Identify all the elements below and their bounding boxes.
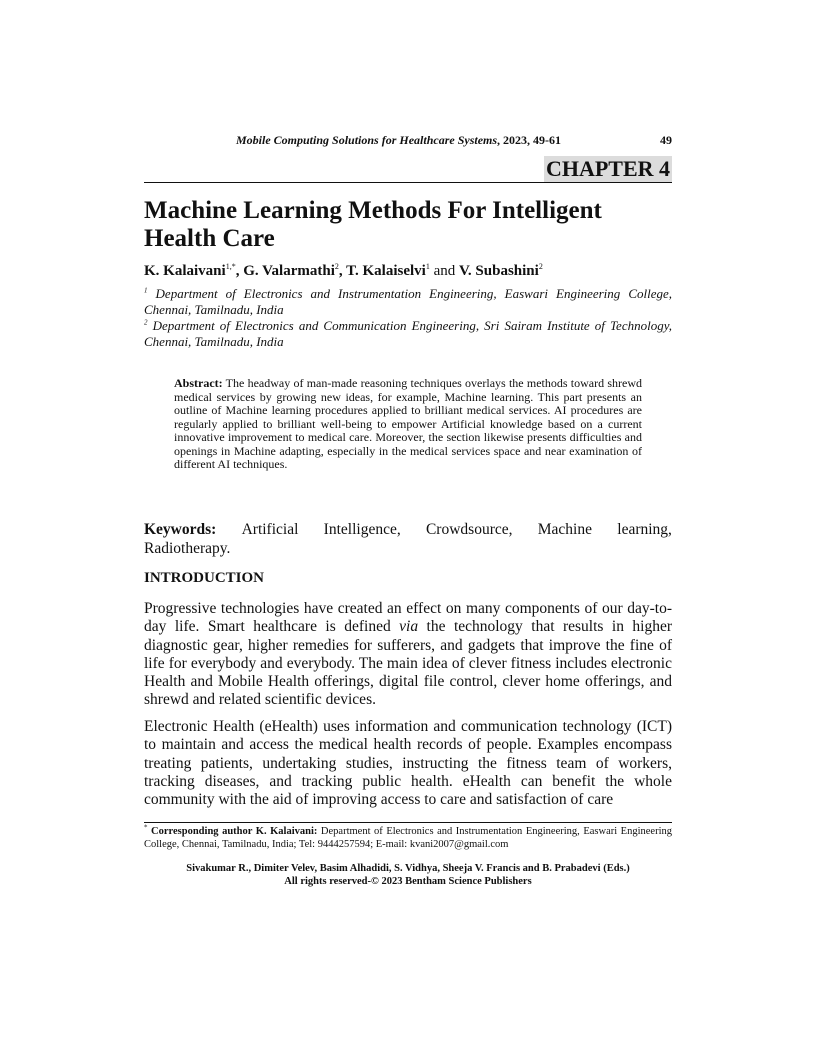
keyword: Artificial [241, 521, 299, 538]
body-paragraph [144, 600, 672, 710]
keyword: Machine [537, 521, 592, 538]
paragraph-italic: via [399, 618, 419, 636]
paragraph-text: Progressive technologies have created an effect on many components of our day-to-day life. Smart healthcare is defined [144, 600, 672, 636]
keyword: Crowdsource, [425, 521, 513, 538]
editors-line: Sivakumar R., Dimiter Velev, Basim Alhadidi, S. Vidhya, Sheeja V. Francis and B. Prabadevi (Eds.) [186, 863, 630, 874]
footnote-rule [144, 822, 672, 823]
keywords-label: Keywords: [144, 521, 217, 538]
abstract-text: The headway of man-made reasoning techniques overlays the methods toward shrewd medical services by growing new ideas, for example, Machine learning. This part presents an outline of Machine learning procedures applied to brilliant medical services. AI procedures are regularly applied to brilliant well-being to empower Artificial knowledge based on a current innovative improvement to medical care. Moreover, the section likewise presents difficulties and openings in Machine adapting, especially in the medical services space and near examination of different AI techniques. [174, 376, 642, 471]
author-sup: 2 [538, 262, 543, 271]
affiliation-2 [144, 318, 672, 350]
author-sup: 2 [334, 262, 339, 271]
chapter-rule [144, 182, 672, 183]
keyword: Intelligence, [323, 521, 401, 538]
footnote-label: Corresponding author K. Kalaivani: [151, 826, 318, 837]
footnote [144, 825, 672, 851]
paper-title: Machine Learning Methods For Intelligent Health Care [144, 197, 602, 252]
author-sup: 1,* [225, 262, 236, 271]
running-header [144, 133, 672, 149]
footnote-sup: * [144, 823, 148, 832]
author-list [144, 262, 672, 280]
affiliation-1 [144, 286, 672, 318]
author-name: T. Kalaiselvi [346, 263, 426, 279]
publisher-info [144, 863, 672, 888]
abstract [174, 377, 642, 472]
journal-name: Mobile Computing Solutions for Healthcare Systems [236, 133, 498, 147]
copyright-line: All rights reserved-© 2023 Bentham Science Publishers [284, 875, 532, 887]
abstract-label: Abstract: [174, 376, 223, 390]
section-heading: INTRODUCTION [144, 570, 265, 586]
affiliation-sup: 1 [144, 286, 148, 295]
page-number: 49 [660, 133, 672, 147]
author-sep: and [429, 263, 460, 279]
chapter-label: CHAPTER 4 [545, 156, 670, 181]
keywords-line [144, 520, 672, 539]
author-name: V. Subashini [459, 263, 539, 279]
body-paragraph: Electronic Health (eHealth) uses information and communication technology (ICT) to maintain and access the medical health records of people. Examples encompass treating patients, undertaking studies, instructing the fitness team of workers, tracking diseases, and tracking public health. eHealth can benefit the whole community with the aid of improving access to care and satisfaction of care [144, 718, 672, 809]
author-sep: , [235, 263, 244, 279]
affiliation-sup: 2 [144, 318, 148, 327]
affiliation-text: Department of Electronics and Instrumentation Engineering, Easwari Engineering College, Chennai, Tamilnadu, India [144, 286, 673, 317]
author-name: K. Kalaivani [144, 263, 226, 279]
journal-title [236, 133, 561, 148]
author-sup: 1 [425, 262, 430, 271]
keyword: learning, [617, 521, 672, 538]
author-name: G. Valarmathi [243, 263, 335, 279]
keyword: Radiotherapy. [144, 540, 231, 557]
journal-year-pages: , 2023, 49-61 [497, 133, 562, 147]
footnote-text: Department of Electronics and Instrumentation Engineering, Easwari Engineering College, Chennai, Tamilnadu, India; Tel: 9444257594; E-mail: kvani2007@gmail.com [144, 826, 672, 850]
affiliation-text: Department of Electronics and Communication Engineering, Sri Sairam Institute of Technology, Chennai, Tamilnadu, India [144, 318, 672, 349]
author-sep: , [338, 263, 347, 279]
paragraph-text: the technology that results in higher diagnostic gear, higher remedies for sufferers, and gadgets that improve the fine of life for everybody and everybody. The main idea of clever fitness includes electronic Health and Mobile Health offerings, digital file control, clever home offerings, and shrewd and related scientific devices. [144, 618, 672, 709]
keywords [144, 520, 672, 558]
